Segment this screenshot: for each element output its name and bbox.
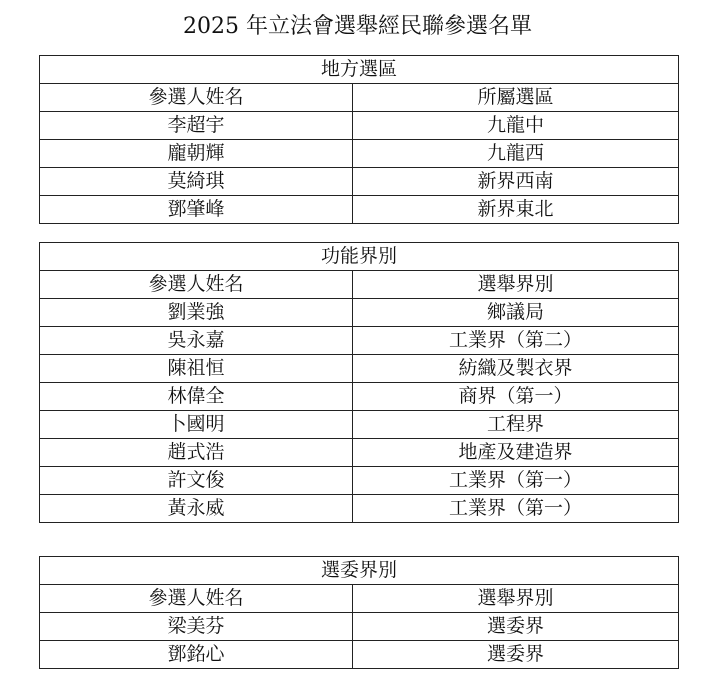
candidate-name: 陳祖恒 bbox=[40, 355, 353, 383]
page-title: 2025 年立法會選舉經民聯參選名單 bbox=[183, 14, 532, 39]
table-row bbox=[40, 641, 679, 669]
table-row bbox=[40, 439, 679, 467]
section-heading: 地方選區 bbox=[40, 56, 679, 84]
candidate-name: 梁美芬 bbox=[40, 613, 353, 641]
candidate-name: 趙式浩 bbox=[40, 439, 353, 467]
table-row bbox=[40, 168, 679, 196]
table-row bbox=[40, 613, 679, 641]
candidate-name: 龐朝輝 bbox=[40, 140, 353, 168]
candidate-name: 李超宇 bbox=[40, 112, 353, 140]
candidate-seat: 地產及建造界 bbox=[353, 439, 679, 467]
election-committee-table bbox=[39, 556, 679, 669]
candidate-seat: 鄉議局 bbox=[353, 299, 679, 327]
candidate-seat: 工業界（第一） bbox=[353, 467, 679, 495]
candidate-seat: 工程界 bbox=[353, 411, 679, 439]
candidate-name: 林偉全 bbox=[40, 383, 353, 411]
candidate-name: 劉業強 bbox=[40, 299, 353, 327]
column-header-row bbox=[40, 84, 679, 112]
candidate-name: 莫綺琪 bbox=[40, 168, 353, 196]
column-header-name: 參選人姓名 bbox=[40, 585, 353, 613]
section-heading: 功能界別 bbox=[40, 243, 679, 271]
candidate-seat: 工業界（第二） bbox=[353, 327, 679, 355]
section-heading-row bbox=[40, 243, 679, 271]
candidate-name: 鄧肇峰 bbox=[40, 196, 353, 224]
table-row bbox=[40, 299, 679, 327]
candidate-seat: 新界東北 bbox=[353, 196, 679, 224]
column-header-row bbox=[40, 585, 679, 613]
candidate-seat: 九龍中 bbox=[353, 112, 679, 140]
candidate-seat: 紡織及製衣界 bbox=[353, 355, 679, 383]
candidate-seat: 九龍西 bbox=[353, 140, 679, 168]
column-header-name: 參選人姓名 bbox=[40, 271, 353, 299]
candidate-name: 卜國明 bbox=[40, 411, 353, 439]
candidate-seat: 新界西南 bbox=[353, 168, 679, 196]
table-row bbox=[40, 467, 679, 495]
table-row bbox=[40, 196, 679, 224]
candidate-seat: 選委界 bbox=[353, 641, 679, 669]
candidate-name: 許文俊 bbox=[40, 467, 353, 495]
column-header-seat: 選舉界別 bbox=[353, 271, 679, 299]
column-header-seat: 所屬選區 bbox=[353, 84, 679, 112]
table-row bbox=[40, 411, 679, 439]
column-header-seat: 選舉界別 bbox=[353, 585, 679, 613]
section-heading: 選委界別 bbox=[40, 557, 679, 585]
geographical-table bbox=[39, 55, 679, 224]
table-row bbox=[40, 327, 679, 355]
table-row bbox=[40, 355, 679, 383]
table-row bbox=[40, 112, 679, 140]
table-row bbox=[40, 383, 679, 411]
table-row bbox=[40, 140, 679, 168]
candidate-seat: 商界（第一） bbox=[353, 383, 679, 411]
candidate-seat: 選委界 bbox=[353, 613, 679, 641]
candidate-seat: 工業界（第一） bbox=[353, 495, 679, 523]
candidate-name: 鄧銘心 bbox=[40, 641, 353, 669]
table-row bbox=[40, 495, 679, 523]
column-header-name: 參選人姓名 bbox=[40, 84, 353, 112]
candidate-name: 黃永威 bbox=[40, 495, 353, 523]
section-heading-row bbox=[40, 557, 679, 585]
section-heading-row bbox=[40, 56, 679, 84]
column-header-row bbox=[40, 271, 679, 299]
candidate-name: 吳永嘉 bbox=[40, 327, 353, 355]
functional-table bbox=[39, 242, 679, 523]
